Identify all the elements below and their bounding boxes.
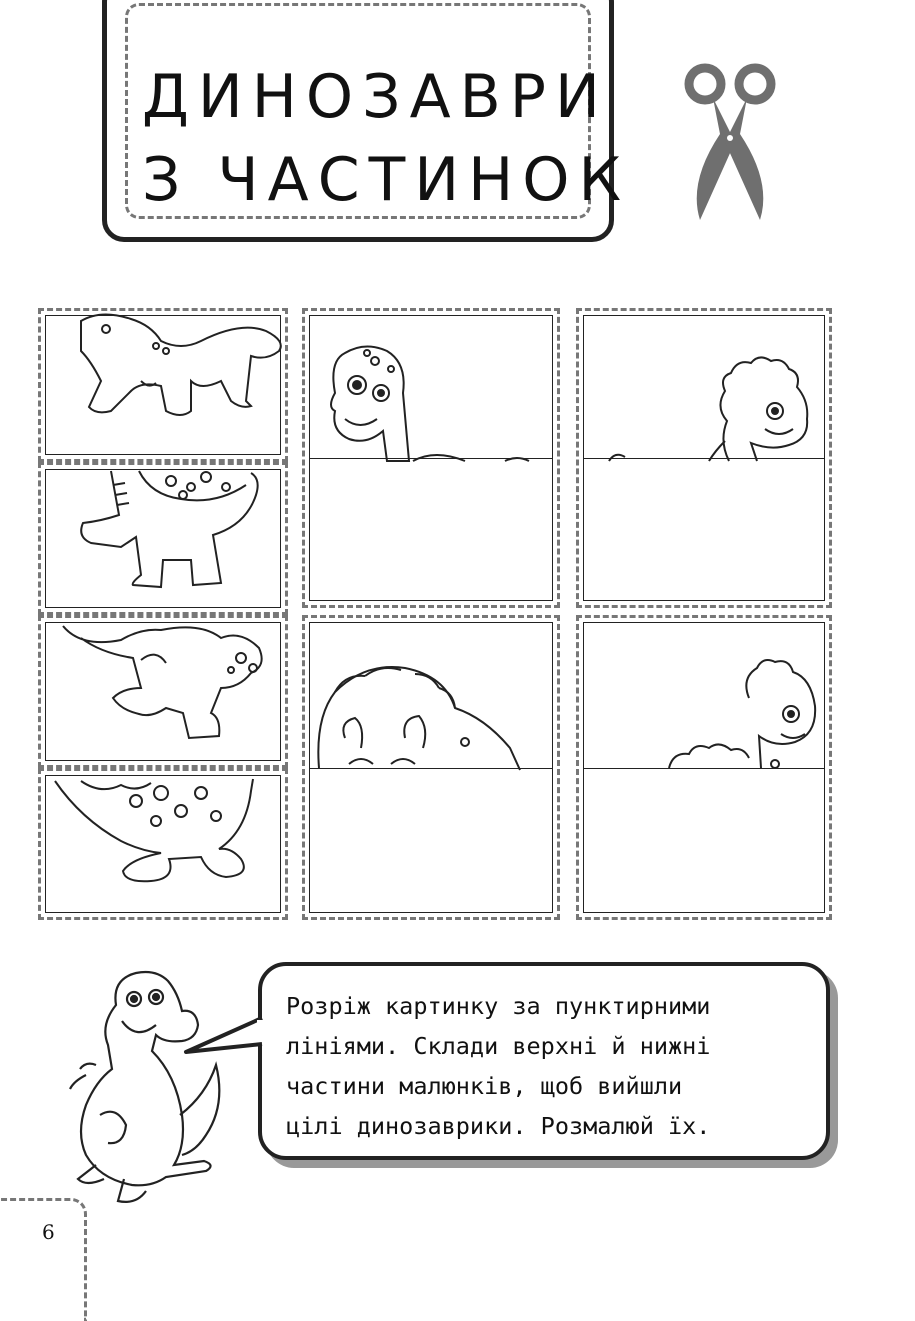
brachiosaurus-head-drawing [305,311,563,471]
triceratops-head-drawing [305,618,563,778]
page-number: 6 [42,1220,55,1244]
dinosaur-mascot-icon [56,965,246,1205]
stego-dino-head-drawing [579,618,835,778]
triceratops-legs-drawing [41,311,291,465]
instruction-line-3: частини малюнків, щоб вийшли [286,1072,683,1100]
page-number-frame [0,1198,87,1321]
spiky-dino-legs-drawing [41,618,291,771]
bubble-tail [182,1010,266,1060]
page-title-line-1: ДИНОЗАВРИ [142,62,609,132]
long-neck-legs-drawing [41,465,291,618]
cutout-tile-stego-dino-bottom[interactable] [38,768,288,920]
page-title-line-2: З ЧАСТИНОК [142,145,631,215]
spotted-dino-belly-drawing [41,771,291,923]
assembly-panel-1[interactable] [302,308,560,608]
assembly-panel-4[interactable] [576,615,832,920]
cutout-tile-brachiosaurus-bottom[interactable] [38,462,288,615]
assembly-panel-3[interactable] [302,615,560,920]
instruction-line-2: лініями. Склади верхні й нижні [286,1032,711,1060]
cutout-tile-spiky-dino-bottom[interactable] [38,615,288,768]
scissors-icon [680,62,780,224]
cutout-tile-triceratops-bottom[interactable] [38,308,288,462]
spiky-dino-head-drawing [579,311,835,471]
instruction-bubble [258,962,830,1160]
assembly-panel-2[interactable] [576,308,832,608]
instruction-text [286,986,808,1146]
instruction-line-1: Розріж картинку за пунктирними [286,992,711,1020]
instruction-line-4: цілі динозаврики. Розмалюй їх. [286,1112,711,1140]
